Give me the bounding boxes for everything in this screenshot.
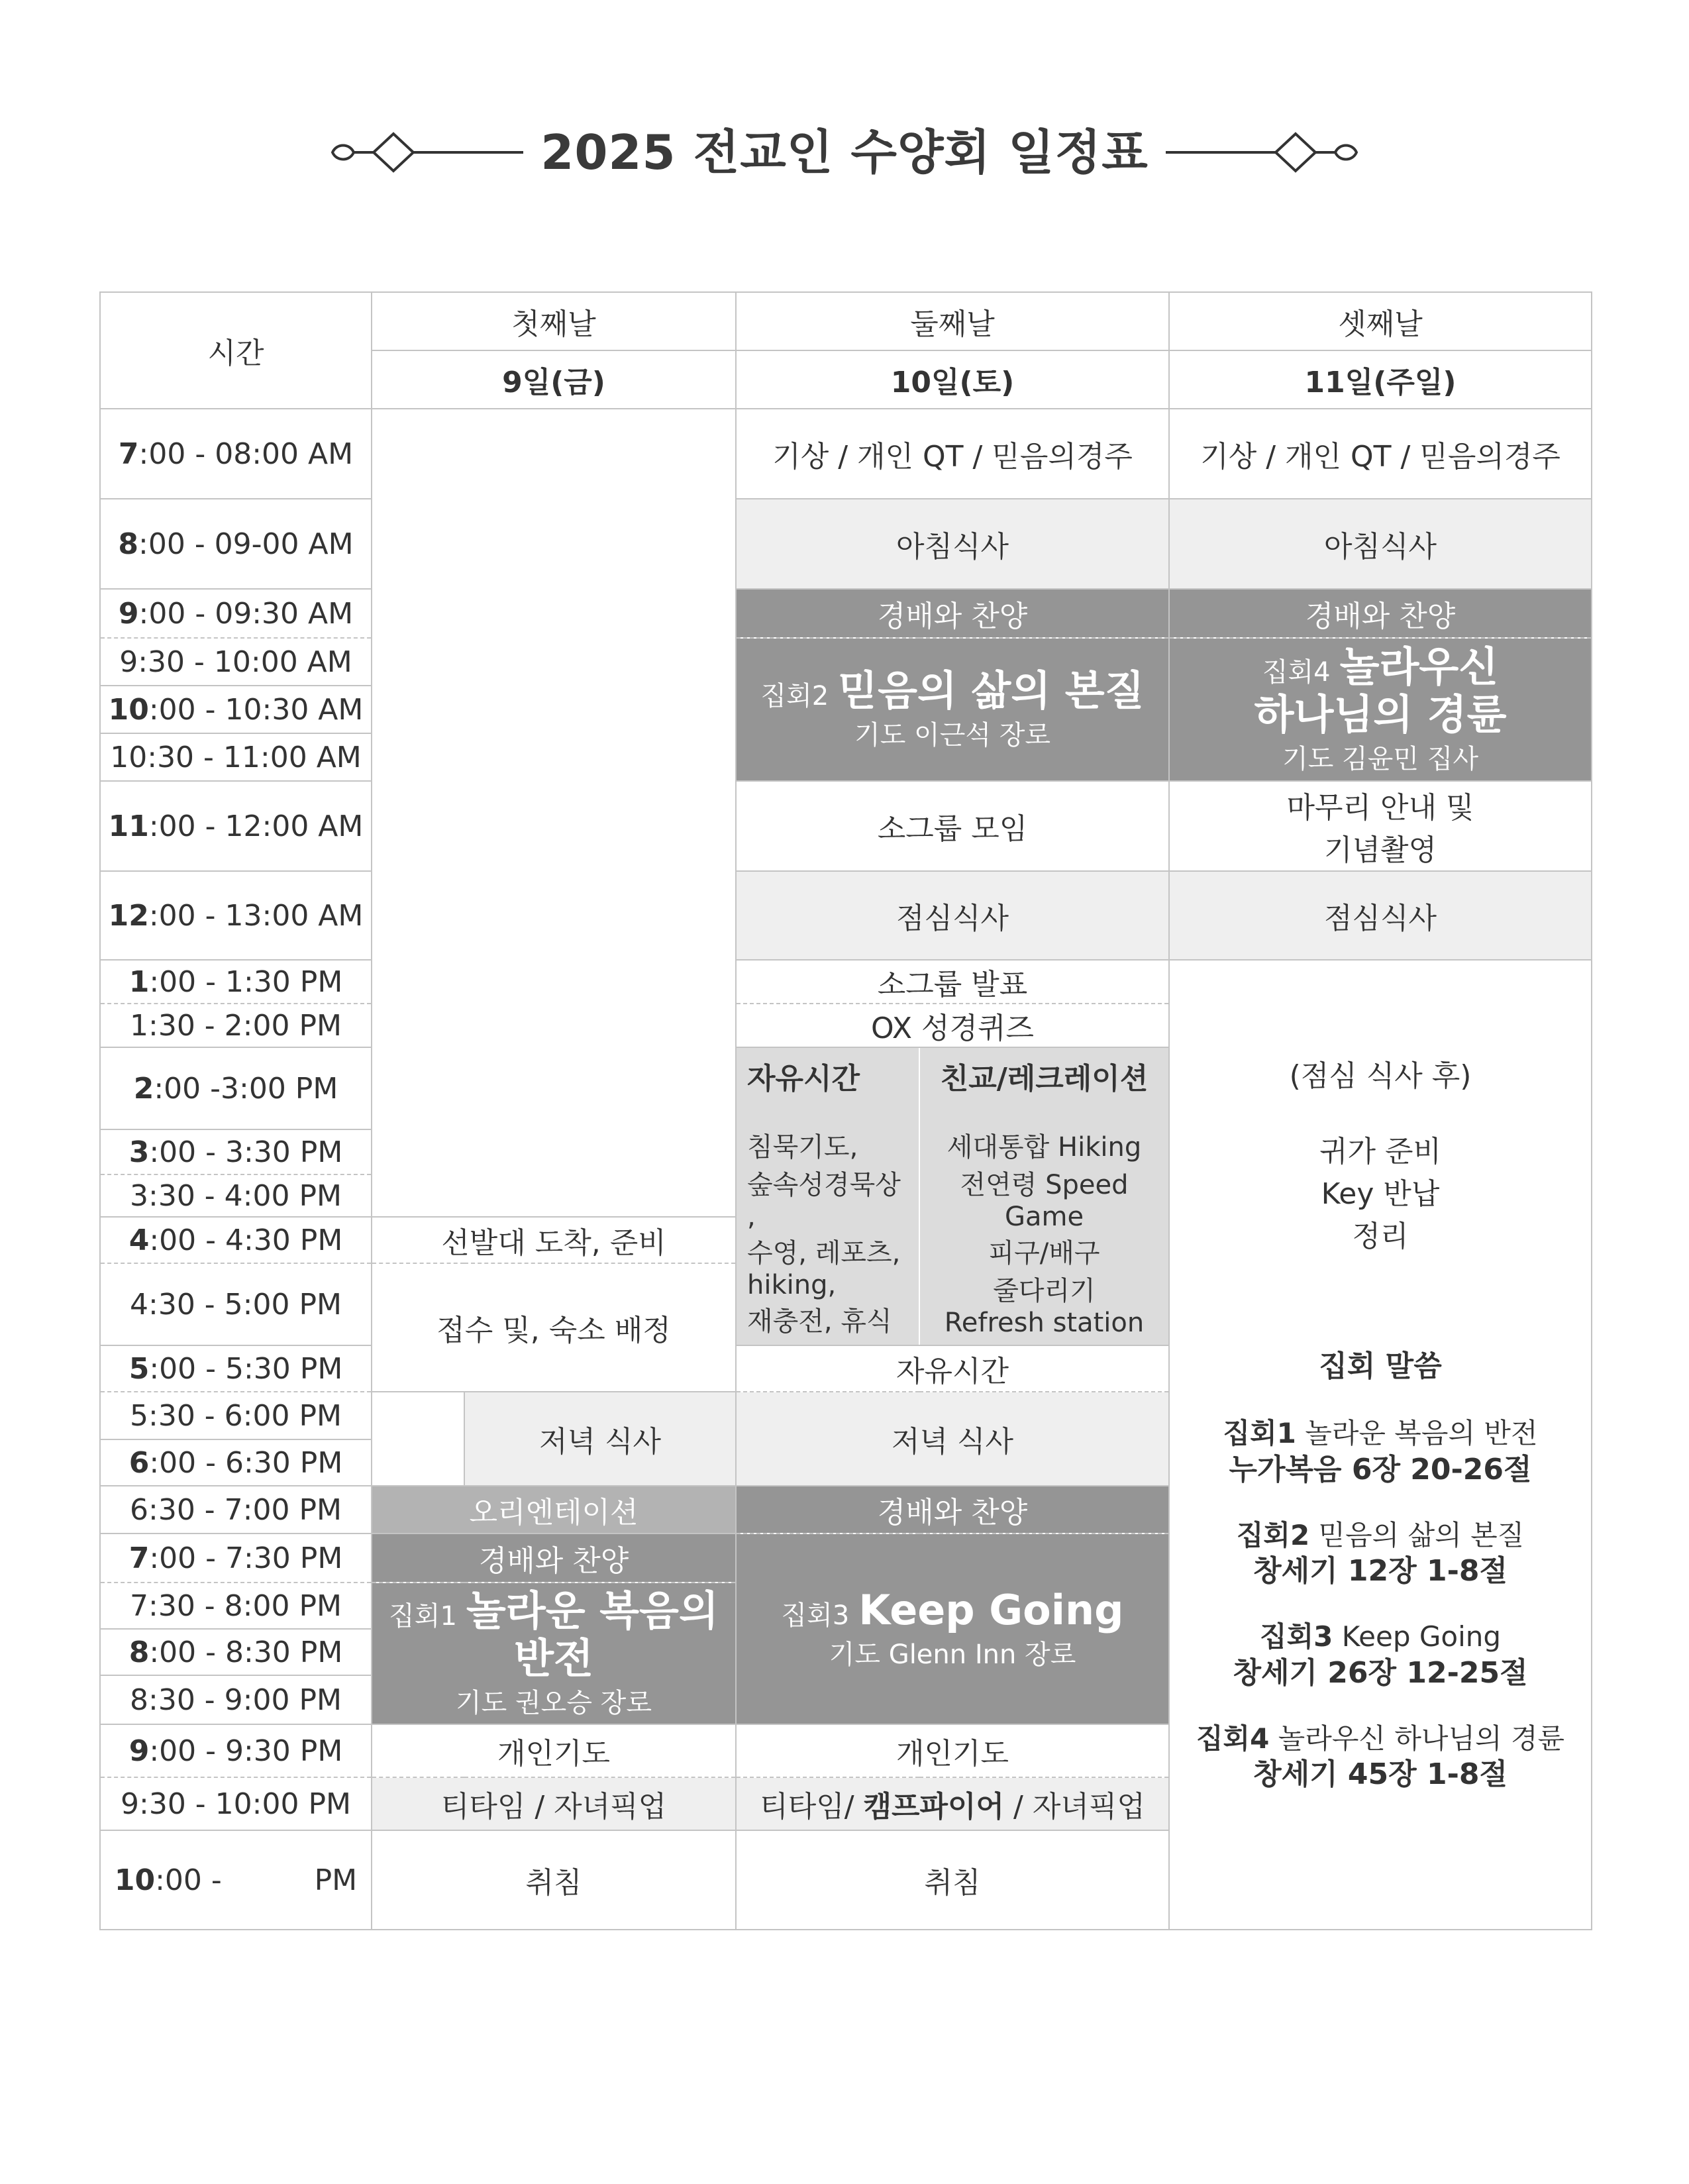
free-item: 수영, 레포츠,	[747, 1238, 901, 1269]
time-rest: 3:30 - 4:00 PM	[130, 1178, 342, 1213]
time-cell	[100, 1675, 372, 1724]
sermon-ref: 창세기 12장 1-8절	[1253, 1554, 1508, 1588]
session3-title: Keep Going	[858, 1585, 1124, 1634]
session2-prayer: 기도 이근석 장로	[854, 720, 1050, 751]
time-cell	[100, 871, 372, 960]
page-title: 2025 전교인 수양회 일정표	[540, 125, 1149, 180]
time-rest: :00 - 13:00 AM	[148, 898, 364, 933]
rec-item: Refresh station	[944, 1308, 1145, 1338]
free-time-head: 자유시간	[747, 1062, 860, 1096]
closing-line-1: 마무리 안내 및	[1286, 791, 1474, 825]
session4-prayer: 기도 김윤민 집사	[1282, 743, 1478, 774]
time-cell	[100, 1004, 372, 1047]
time-cell	[100, 1830, 372, 1930]
free-item: 재충전, 휴식	[747, 1306, 892, 1337]
time-rest: :00 - 7:30 PM	[149, 1541, 343, 1575]
day2-small-group: 소그룹 모임	[736, 781, 1169, 871]
session1-title: 놀라운 복음의 반전	[466, 1586, 719, 1683]
day3-after-lunch	[1169, 960, 1592, 1345]
time-cell	[100, 1047, 372, 1129]
sermon-entry	[1170, 1722, 1591, 1793]
day1-worship: 경배와 찬양	[372, 1534, 736, 1583]
day2-free-time: 자유시간	[736, 1345, 1169, 1392]
time-cell	[100, 1534, 372, 1583]
header-day3-date: 11일(주일)	[1169, 350, 1592, 409]
time-cell	[100, 499, 372, 589]
time-cell	[100, 409, 372, 499]
time-hour: 10	[108, 692, 149, 727]
header-day1-name: 첫째날	[372, 292, 736, 350]
day1-dinner: 저녁 식사	[464, 1392, 736, 1486]
day3-breakfast: 아침식사	[1169, 499, 1592, 589]
time-rest: :00 - PM	[155, 1863, 358, 1897]
sermon-entry	[1170, 1518, 1591, 1590]
time-cell	[100, 589, 372, 638]
header-day2-name: 둘째날	[736, 292, 1169, 350]
schedule-table	[99, 291, 1592, 1930]
sermon-title: 놀라우신 하나님의 경륜	[1269, 1722, 1565, 1755]
time-rest: 6:30 - 7:00 PM	[130, 1492, 342, 1527]
day3-closing	[1169, 781, 1592, 871]
session3-label: 집회3	[781, 1600, 850, 1631]
sermon-label: 집회2	[1236, 1518, 1310, 1551]
time-cell	[100, 1629, 372, 1675]
day1-prayer: 개인기도	[372, 1724, 736, 1777]
time-rest: 7:30 - 8:00 PM	[130, 1588, 342, 1623]
header-day1-date: 9일(금)	[372, 350, 736, 409]
rec-item: 피구/배구	[988, 1238, 1100, 1269]
time-cell	[100, 733, 372, 781]
rec-item: Game	[1004, 1202, 1084, 1232]
after-lunch-text: (점심 식사 후)	[1289, 1059, 1472, 1093]
day2-prayer: 개인기도	[736, 1724, 1169, 1777]
time-cell	[100, 1345, 372, 1392]
sermons-head: 집회 말씀	[1319, 1349, 1442, 1383]
session3-prayer: 기도 Glenn Inn 장로	[829, 1639, 1076, 1671]
time-rest: :00 - 09-00 AM	[138, 527, 354, 561]
day1-sleep: 취침	[372, 1830, 736, 1930]
sermon-label: 집회1	[1223, 1417, 1296, 1449]
time-rest: :00 - 4:30 PM	[149, 1223, 343, 1257]
time-rest: 4:30 - 5:00 PM	[130, 1287, 342, 1322]
day2-breakfast: 아침식사	[736, 499, 1169, 589]
day3-lunch: 점심식사	[1169, 871, 1592, 960]
teatime-part: / 자녀픽업	[1004, 1790, 1145, 1824]
session1-prayer: 기도 권오승 장로	[456, 1687, 652, 1718]
sermon-title: 믿음의 삶의 본질	[1309, 1518, 1525, 1551]
time-cell	[100, 1129, 372, 1174]
time-cell	[100, 1439, 372, 1486]
time-hour: 6	[128, 1445, 150, 1480]
time-rest: 10:30 - 11:00 AM	[110, 740, 362, 774]
time-cell	[100, 1583, 372, 1629]
day2-lunch: 점심식사	[736, 871, 1169, 960]
session4-title-1: 놀라우신	[1339, 643, 1499, 692]
sermon-ref: 창세기 45장 1-8절	[1253, 1757, 1508, 1791]
header-time: 시간	[100, 292, 372, 409]
time-cell	[100, 1724, 372, 1777]
sermon-ref: 누가복음 6장 20-26절	[1229, 1452, 1532, 1486]
day2-dinner: 저녁 식사	[736, 1392, 1169, 1486]
return-line-2: Key 반납	[1321, 1176, 1440, 1211]
day2-ox-quiz: OX 성경퀴즈	[736, 1004, 1169, 1047]
time-rest: :00 - 10:30 AM	[148, 692, 364, 727]
time-hour: 2	[133, 1071, 154, 1106]
time-cell	[100, 1777, 372, 1830]
time-rest: 1:30 - 2:00 PM	[130, 1008, 342, 1043]
return-line-1: 귀가 준비	[1319, 1134, 1442, 1169]
time-cell	[100, 960, 372, 1004]
time-hour: 9	[128, 1734, 150, 1768]
day2-teatime	[736, 1777, 1169, 1830]
day2-wake: 기상 / 개인 QT / 믿음의경주	[736, 409, 1169, 499]
time-rest: :00 - 6:30 PM	[149, 1445, 343, 1480]
time-hour: 7	[128, 1541, 150, 1575]
sermon-title: 놀라운 복음의 반전	[1296, 1417, 1538, 1449]
day1-teatime: 티타임 / 자녀픽업	[372, 1777, 736, 1830]
free-item: 침묵기도,	[747, 1132, 858, 1163]
time-rest: :00 - 1:30 PM	[149, 964, 343, 999]
time-hour: 4	[128, 1223, 150, 1257]
time-cell	[100, 1392, 372, 1439]
sermon-label: 집회4	[1196, 1722, 1270, 1755]
time-rest: :00 - 12:00 AM	[148, 809, 364, 843]
time-hour: 5	[128, 1351, 150, 1386]
day1-orientation: 오리엔테이션	[372, 1486, 736, 1534]
return-line-3: 정리	[1352, 1219, 1409, 1253]
time-rest: :00 - 08:00 AM	[138, 437, 354, 471]
free-item: 숲속성경묵상	[747, 1170, 901, 1200]
time-hour: 7	[118, 437, 139, 471]
time-cell	[100, 686, 372, 733]
day2-worship-pm: 경배와 찬양	[736, 1486, 1169, 1534]
day2-free-time-block	[736, 1047, 919, 1345]
day3-session4	[1169, 638, 1592, 781]
sermon-entry	[1170, 1620, 1591, 1691]
sermon-ref: 창세기 26장 12-25절	[1233, 1655, 1528, 1690]
day2-session2	[736, 638, 1169, 781]
day1-registration: 접수 및, 숙소 배정	[372, 1263, 736, 1392]
time-cell	[100, 1174, 372, 1217]
session2-label: 집회2	[760, 680, 829, 711]
time-hour: 12	[108, 898, 149, 933]
time-rest: 5:30 - 6:00 PM	[130, 1398, 342, 1433]
right-ornament-icon	[1166, 127, 1359, 178]
time-cell	[100, 1486, 372, 1534]
day3-wake: 기상 / 개인 QT / 믿음의경주	[1169, 409, 1592, 499]
time-rest: :00 - 9:30 PM	[149, 1734, 343, 1768]
free-item: ,	[747, 1202, 756, 1232]
day1-empty-block	[372, 409, 736, 1217]
title-bar	[0, 113, 1689, 192]
day2-session3	[736, 1534, 1169, 1724]
day1-dinner-gap	[372, 1392, 464, 1486]
time-cell	[100, 1263, 372, 1345]
day2-small-group-pres: 소그룹 발표	[736, 960, 1169, 1004]
time-hour: 11	[108, 809, 149, 843]
time-hour: 1	[128, 964, 150, 999]
time-cell	[100, 1217, 372, 1263]
day1-session1	[372, 1583, 736, 1724]
time-hour: 8	[128, 1635, 150, 1669]
time-rest: :00 - 09:30 AM	[138, 596, 354, 631]
time-rest: 9:30 - 10:00 AM	[119, 645, 352, 679]
sermon-label: 집회3	[1260, 1620, 1333, 1653]
session1-label: 집회1	[389, 1601, 457, 1632]
rec-item: 전연령 Speed	[960, 1170, 1129, 1200]
time-hour: 8	[118, 527, 139, 561]
time-hour: 3	[128, 1135, 150, 1169]
time-rest: 8:30 - 9:00 PM	[130, 1683, 342, 1717]
day2-recreation-block	[919, 1047, 1169, 1345]
time-rest: 9:30 - 10:00 PM	[121, 1787, 351, 1821]
time-cell	[100, 781, 372, 871]
sermon-title: Keep Going	[1333, 1620, 1502, 1653]
time-cell	[100, 638, 372, 686]
day3-worship: 경배와 찬양	[1169, 589, 1592, 638]
time-hour: 10	[114, 1863, 156, 1897]
time-hour: 9	[118, 596, 139, 631]
closing-line-2: 기념촬영	[1324, 833, 1437, 867]
session2-title: 믿음의 삶의 본질	[838, 666, 1145, 715]
header-day3-name: 셋째날	[1169, 292, 1592, 350]
session4-title-2: 하나님의 경륜	[1254, 690, 1507, 739]
day3-sermons	[1169, 1345, 1592, 1930]
day2-worship-am: 경배와 찬양	[736, 589, 1169, 638]
time-rest: :00 - 5:30 PM	[149, 1351, 343, 1386]
rec-item: 세대통합 Hiking	[947, 1132, 1142, 1163]
rec-item: 줄다리기	[993, 1276, 1096, 1306]
sermon-entry	[1170, 1416, 1591, 1488]
free-item: hiking,	[747, 1270, 837, 1300]
time-rest: :00 - 8:30 PM	[149, 1635, 343, 1669]
day1-arrival: 선발대 도착, 준비	[372, 1217, 736, 1263]
time-rest: :00 - 3:30 PM	[149, 1135, 343, 1169]
time-rest: :00 -3:00 PM	[154, 1071, 338, 1106]
campfire-text: 캠프파이어	[863, 1790, 1005, 1824]
session4-label: 집회4	[1262, 657, 1331, 688]
recreation-head: 친교/레크레이션	[940, 1062, 1149, 1096]
teatime-part: 티타임/	[760, 1790, 864, 1824]
day2-sleep: 취침	[736, 1830, 1169, 1930]
header-day2-date: 10일(토)	[736, 350, 1169, 409]
